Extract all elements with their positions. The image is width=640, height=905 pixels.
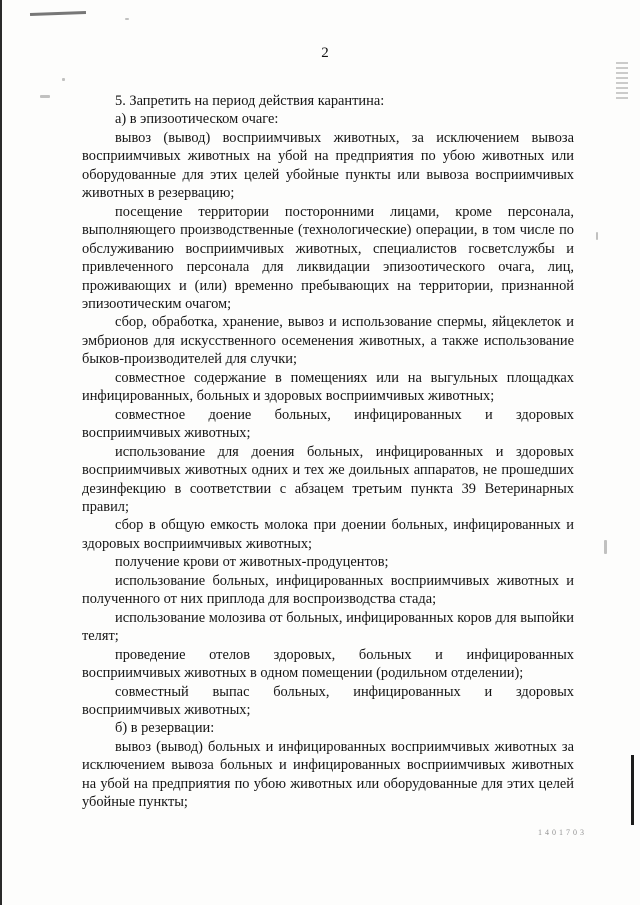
scan-left-edge [0, 0, 2, 905]
footer-code: 1 4 0 1 7 0 3 [538, 828, 585, 837]
paragraph: проведение отелов здоровых, больных и инфицированных восприимчивых животных в одном помещении (родильном отделении); [82, 646, 574, 682]
paragraph: вывоз (вывод) больных и инфицированных восприимчивых животных за исключением вывоза больных и инфицированных восприимчивых животных на убой на предприятия по убою животных или оборудованные для этих целей убойные пункты; [82, 738, 574, 811]
scan-speck [604, 540, 607, 554]
paragraph: использование больных, инфицированных восприимчивых животных и полученного от них приплода для воспроизводства стада; [82, 572, 574, 608]
paragraph: совместное содержание в помещениях или на выгульных площадках инфицированных, больных и здоровых восприимчивых животных; [82, 369, 574, 405]
scan-noise [616, 62, 628, 102]
paragraph: совместный выпас больных, инфицированных и здоровых восприимчивых животных; [82, 683, 574, 718]
paragraph: сбор, обработка, хранение, вывоз и использование спермы, яйцеклеток и эмбрионов для искусственного осеменения животных, а также использование быков-производителей для случки; [82, 314, 574, 368]
paragraph: 5. Запретить на период действия карантина: [115, 93, 385, 109]
paragraph: сбор в общую емкость молока при доении больных, инфицированных и здоровых восприимчивых животных; [82, 517, 574, 552]
document-body [82, 92, 574, 812]
paragraph: а) в эпизоотическом очаге: [115, 111, 279, 128]
scan-mark [30, 11, 86, 16]
page-number: 2 [321, 45, 329, 61]
paragraph: получение крови от животных-продуцентов; [115, 554, 389, 571]
paragraph: совместное доение больных, инфицированных и здоровых восприимчивых животных; [82, 406, 574, 442]
scan-speck [596, 232, 598, 240]
paragraph: использование для доения больных, инфицированных и здоровых восприимчивых животных одних и тех же доильных аппаратов, не прошедших дезинфекцию в соответствии с абзацем третьим пункта 39 Ветеринарных правил; [82, 443, 574, 515]
paragraph: использование молозива от больных, инфицированных коров для выпойки телят; [82, 609, 574, 645]
scan-speck [40, 95, 50, 98]
scan-speck [62, 78, 65, 81]
scan-right-streak [631, 755, 634, 825]
paragraph: б) в резервации: [115, 720, 215, 737]
paragraph: посещение территории посторонними лицами, кроме персонала, выполняющего производственные (технологические) операции, в том числе по обслуживанию восприимчивых животных, специалистов госветслужбы и привлеченного персонала для ликвидации эпизоотического очага, лиц, проживающих и (или) временно пребывающих на территории, признанной эпизоотическим очагом; [82, 203, 574, 312]
scan-speck [125, 18, 129, 20]
paragraph: вывоз (вывод) восприимчивых животных, за исключением вывоза восприимчивых животных на убой на предприятия по убою животных или оборудованные для этих целей убойные пункты или вывоза восприимчивых животных в резервацию; [82, 129, 574, 202]
